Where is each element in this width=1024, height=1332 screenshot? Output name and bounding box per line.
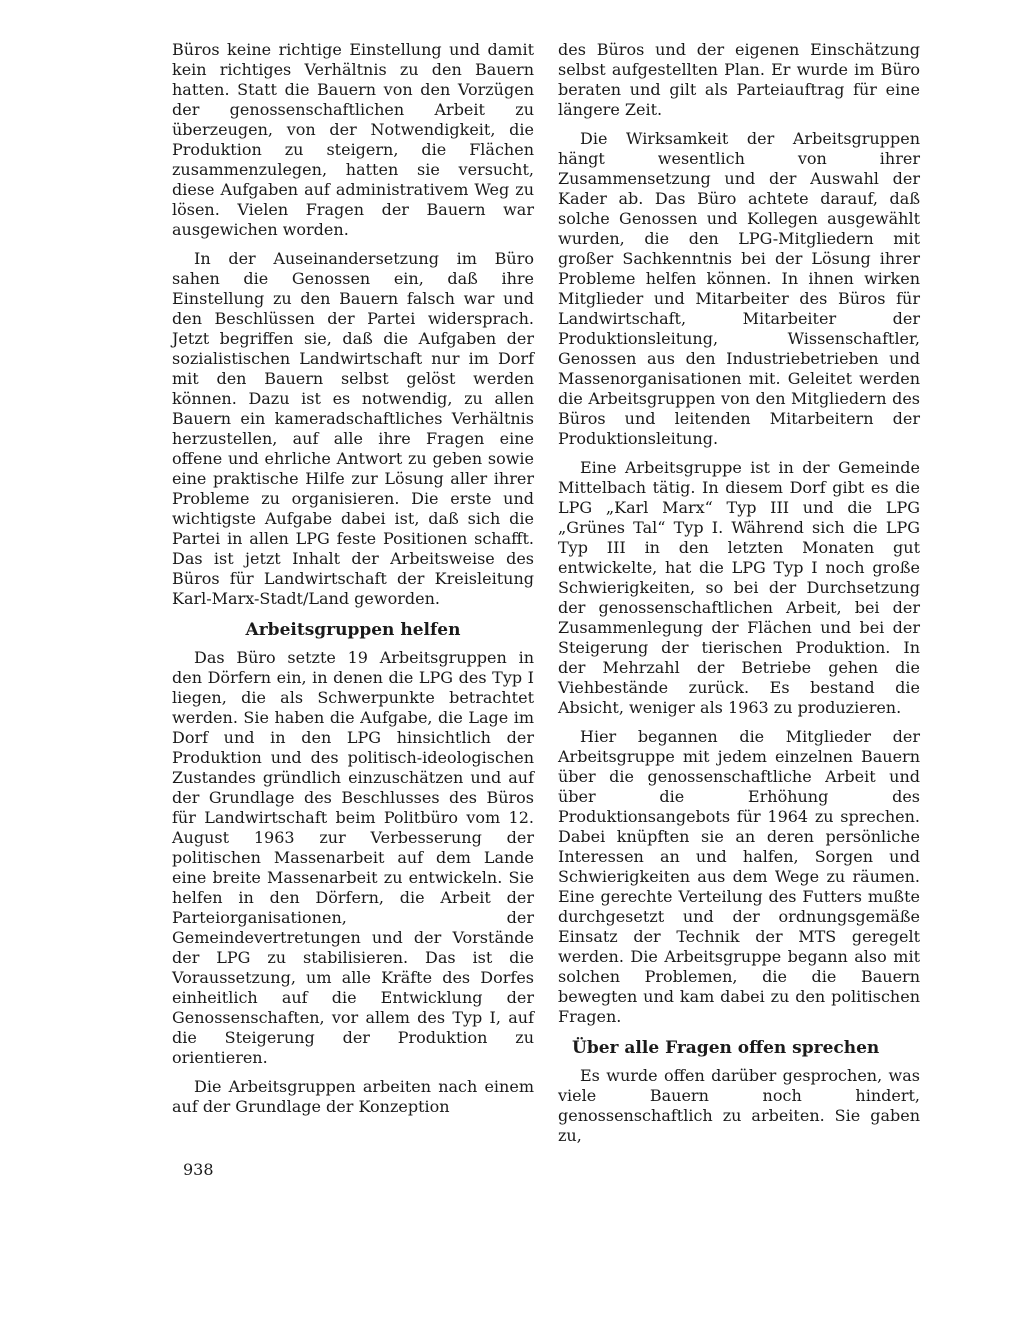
paragraph: Eine Arbeitsgruppe ist in der Gemeinde Mittelbach tätig. In diesem Dorf gibt es die LPG „Karl Marx“ Typ III und die LPG „Grünes Tal“ Typ I. Während sich die LPG Typ III in den letzten Monaten gut entwickelte, hat die LPG Typ I noch große Schwierigkeiten, so bei der Durchsetzung der genossenschaftlichen Arbeit, bei der Zusammenlegung der Flächen und bei der Steigerung der tierischen Produktion. In der Mehrzahl der Betriebe gehen die Viehbestände zurück. Es bestand die Absicht, weniger als 1963 zu produzieren. [558,458,920,717]
paragraph: Es wurde offen darüber gesprochen, was viele Bauern noch hindert, genossenschaftlich zu arbeiten. Sie gaben zu, [558,1066,920,1145]
paragraph: des Büros und der eigenen Einschätzung selbst aufgestellten Plan. Er wurde im Büro beraten und gilt als Parteiauftrag für eine längere Zeit. [558,40,920,119]
right-column [558,40,920,1155]
section-heading: Über alle Fragen offen sprechen [572,1038,880,1058]
paragraph: Hier begannen die Mitglieder der Arbeitsgruppe mit jedem einzelnen Bauern über die genossenschaftliche Arbeit und über die Erhöhung des Produktionsangebots für 1964 zu sprechen. Dabei knüpften sie an deren persönliche Interessen an und halfen, Sorgen und Schwierigkeiten aus dem Wege zu räumen. Eine gerechte Verteilung des Futters mußte durchgesetzt und der ordnungsgemäße Einsatz der Technik der MTS geregelt werden. Die Arbeitsgruppe begann also mit solchen Problemen, die die Bauern bewegten und kam dabei zu den politischen Fragen. [558,727,920,1026]
paragraph: Die Arbeitsgruppen arbeiten nach einem auf der Grundlage der Konzeption [172,1077,534,1116]
page-number: 938 [183,1160,214,1179]
section-heading: Arbeitsgruppen helfen [245,620,461,640]
left-column [172,40,534,1126]
paragraph: Die Wirksamkeit der Arbeitsgruppen hängt wesentlich von ihrer Zusammensetzung und der Auswahl der Kader ab. Das Büro achtete darauf, daß solche Genossen und Kollegen ausgewählt wurden, die den LPG-Mitgliedern mit großer Sachkenntnis bei der Lösung ihrer Probleme helfen können. In ihnen wirken Mitglieder und Mitarbeiter des Büros für Landwirtschaft, Mitarbeiter der Produktionsleitung, Wissenschaftler, Genossen aus den Industriebetrieben und Massenorganisationen mit. Geleitet werden die Arbeitsgruppen von den Mitgliedern des Büros und leitenden Mitarbeitern der Produktionsleitung. [558,129,920,448]
paragraph: Das Büro setzte 19 Arbeitsgruppen in den Dörfern ein, in denen die LPG des Typ I liegen, die als Schwerpunkte betrachtet werden. Sie haben die Aufgabe, die Lage im Dorf und in den LPG hinsichtlich der Produktion und des politisch-ideologischen Zustandes gründlich einzuschätzen und auf der Grundlage des Beschlusses des Büros für Landwirtschaft beim Politbüro vom 12. August 1963 zur Verbesserung der politischen Massenarbeit auf dem Lande eine breite Massenarbeit zu entwickeln. Sie helfen in den Dörfern, die Arbeit der Parteiorganisationen, der Gemeindevertretungen und der Vorstände der LPG zu stabilisieren. Das ist die Voraussetzung, um alle Kräfte des Dorfes einheitlich auf die Entwicklung der Genossenschaften, vor allem des Typ I, auf die Steigerung der Produktion zu orientieren. [172,648,534,1067]
paragraph: In der Auseinandersetzung im Büro sahen die Genossen ein, daß ihre Einstellung zu den Bauern falsch war und den Beschlüssen der Partei widersprach. Jetzt begriffen sie, daß die Aufgaben der sozialistischen Landwirtschaft nur im Dorf mit den Bauern selbst gelöst werden können. Dazu ist es notwendig, zu allen Bauern ein kameradschaftliches Verhältnis herzustellen, auf alle ihre Fragen eine offene und ehrliche Antwort zu geben sowie eine praktische Hilfe zur Lösung aller ihrer Probleme zu organisieren. Die erste und wichtigste Aufgabe dabei ist, daß sich die Partei in allen LPG feste Positionen schafft. Das ist jetzt Inhalt der Arbeitsweise des Büros für Landwirtschaft der Kreisleitung Karl-Marx-Stadt/Land geworden. [172,249,534,608]
paragraph: Büros keine richtige Einstellung und damit kein richtiges Verhältnis zu den Bauern hatten. Statt die Bauern von den Vorzügen der genossenschaftlichen Arbeit zu überzeugen, von der Notwendigkeit, die Produktion zu steigern, die Flächen zusammenzulegen, hatten sie versucht, diese Aufgaben auf administrativem Weg zu lösen. Vielen Fragen der Bauern war ausgewichen worden. [172,40,534,239]
